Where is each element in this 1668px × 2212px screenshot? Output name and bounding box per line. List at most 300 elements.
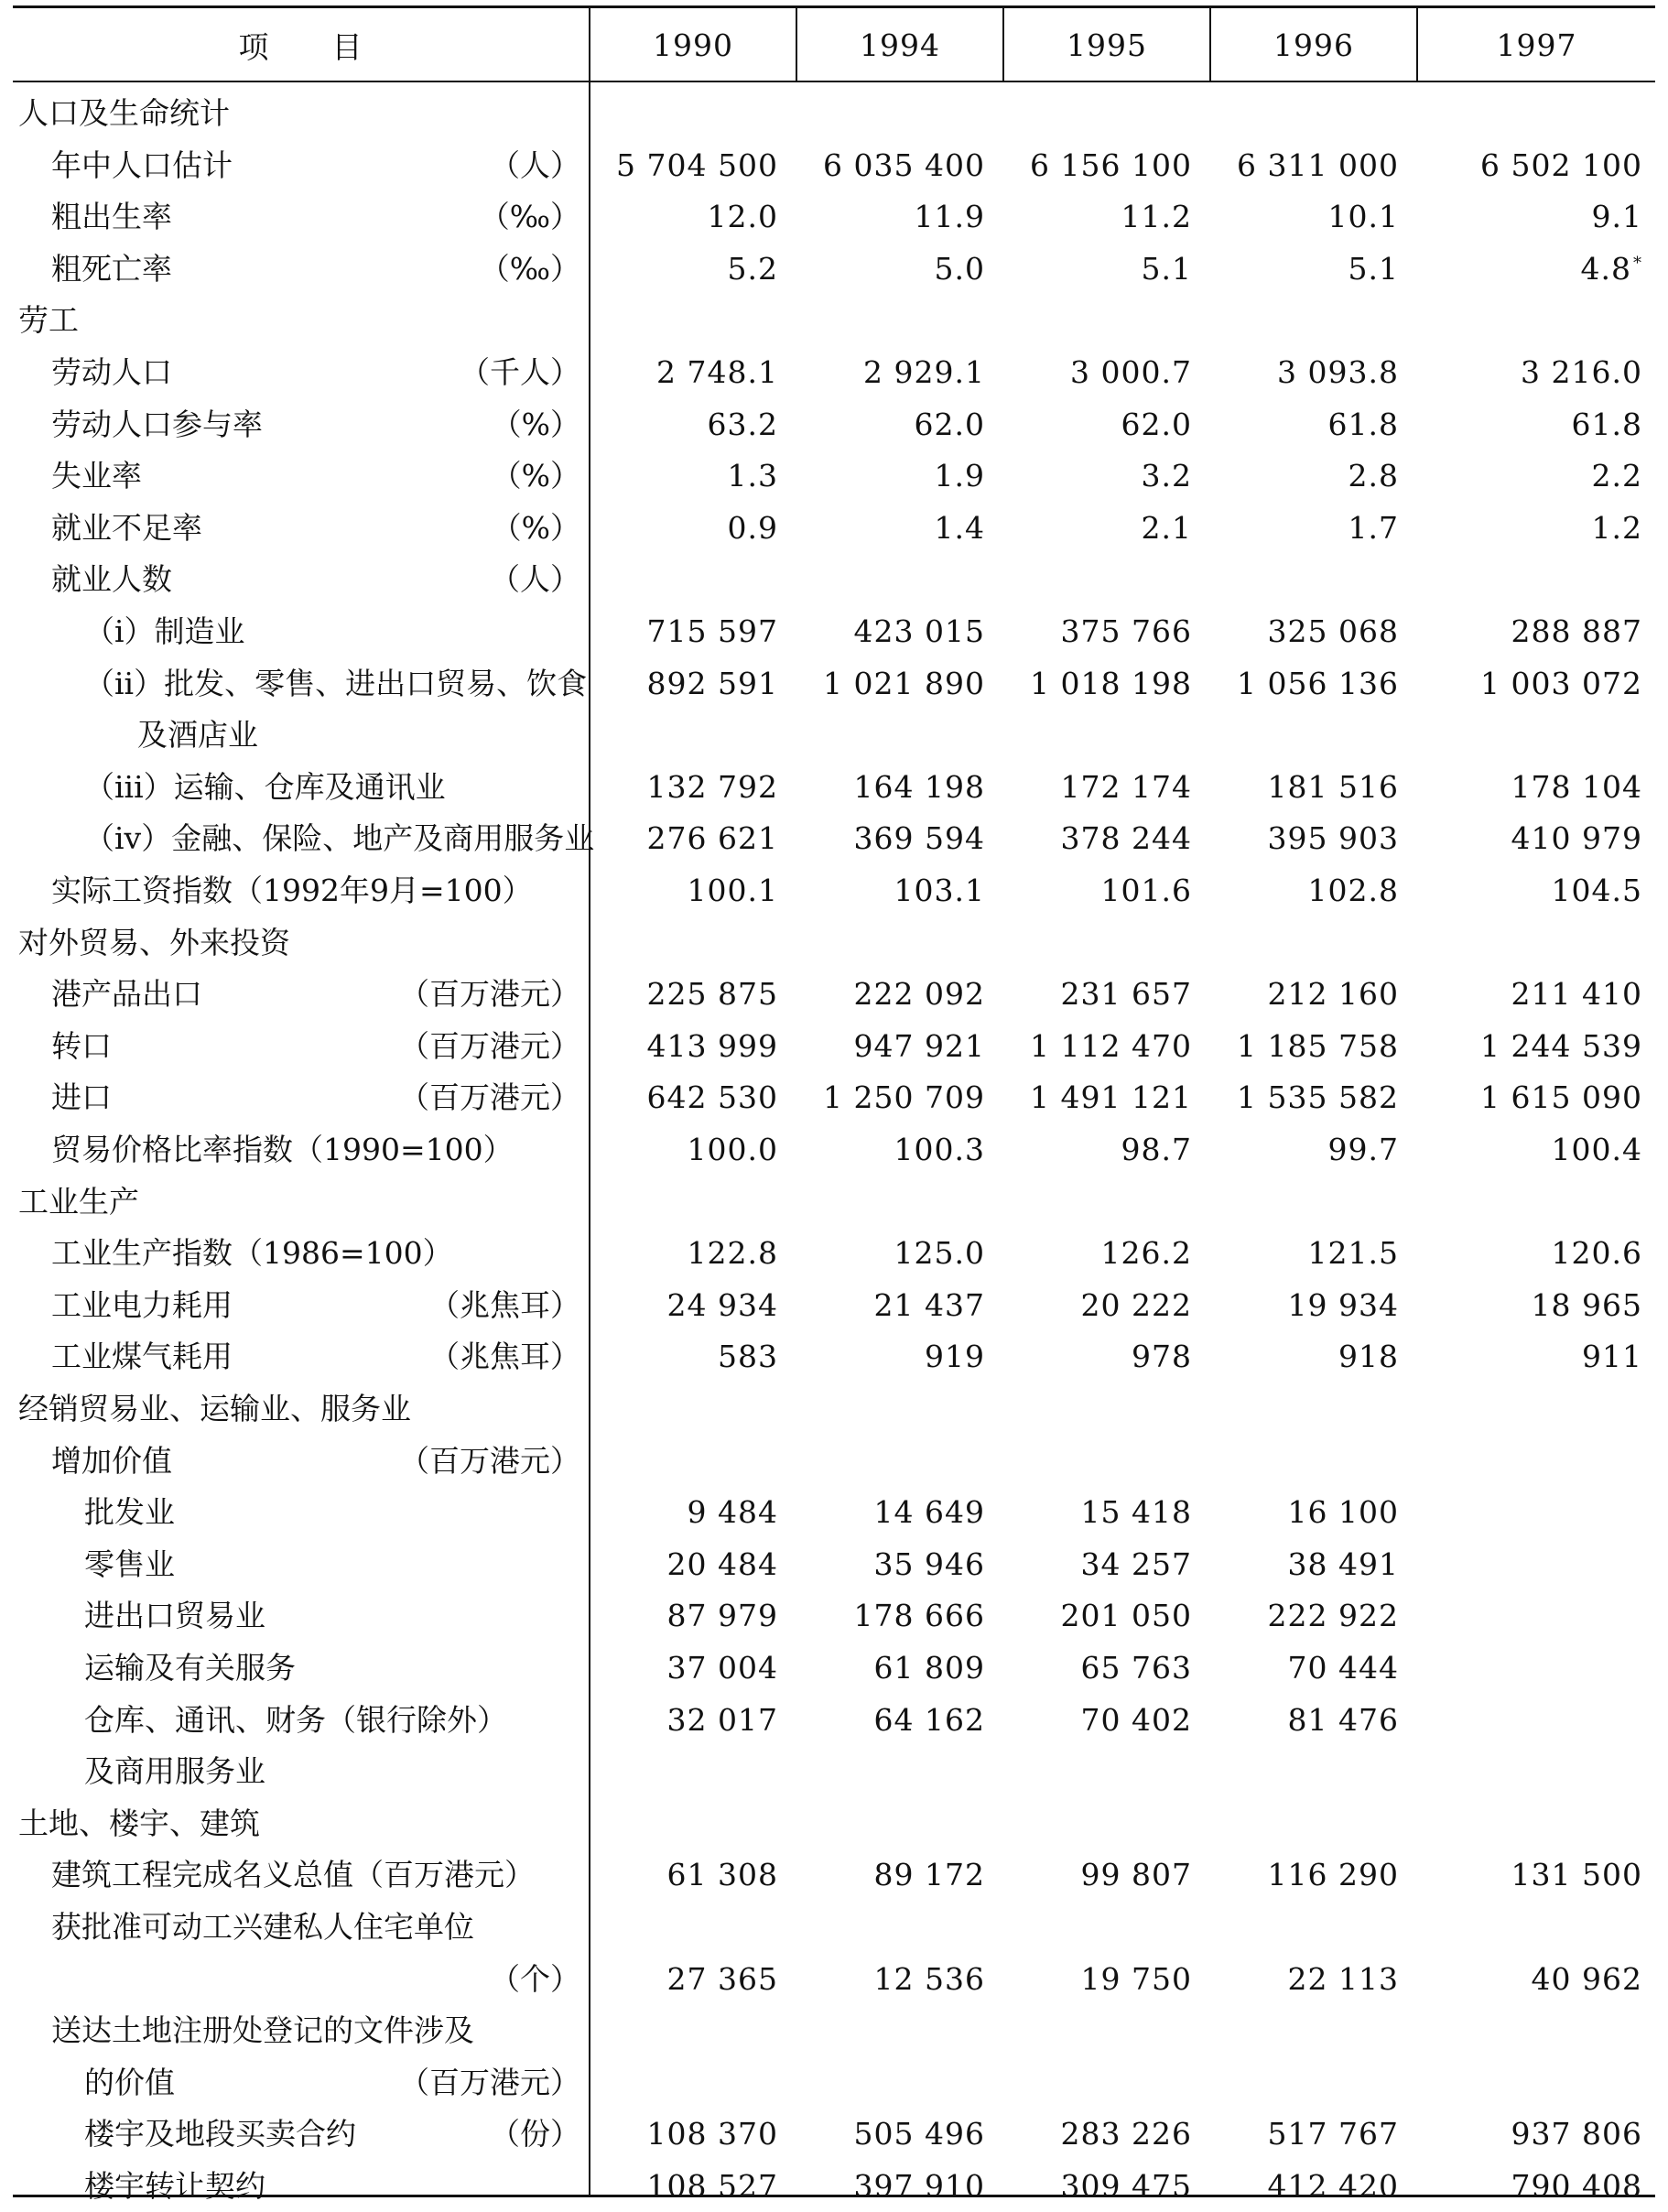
value-cell-1994 [802, 2109, 985, 2160]
table-row [13, 2161, 1655, 2212]
value-text: 99.7 [1327, 1132, 1399, 1167]
value-cell-1995 [1009, 658, 1192, 710]
value-text: 70 444 [1287, 1650, 1399, 1686]
row-label [13, 813, 595, 864]
value-cell-1996 [1216, 1280, 1399, 1331]
row-label-text: 劳动人口参与率 [51, 406, 263, 442]
value-cell-1994 [802, 347, 985, 398]
row-label [13, 399, 586, 450]
row-unit: （个） [490, 1960, 580, 1997]
value-cell-1995 [1009, 1798, 1192, 1849]
row-unit: （千人） [460, 354, 580, 390]
value-cell-1994 [802, 191, 985, 243]
value-cell-1996 [1216, 1590, 1399, 1642]
value-text: 1 535 582 [1237, 1079, 1399, 1116]
value-cell-1994 [802, 2005, 985, 2056]
row-label-text: 就业人数 [51, 561, 172, 598]
row-label [13, 1072, 586, 1123]
table-row [13, 1383, 1655, 1435]
value-cell-1997 [1423, 1383, 1642, 1435]
value-text: 16 100 [1287, 1494, 1399, 1531]
table-row [13, 1176, 1655, 1228]
value-cell-1990 [595, 1383, 778, 1435]
value-cell-1990 [595, 1021, 778, 1072]
value-cell-1996 [1216, 1331, 1399, 1382]
value-cell-1994 [802, 2057, 985, 2109]
value-text: 98.7 [1121, 1132, 1192, 1167]
value-text: 61.8 [1571, 406, 1642, 442]
value-text: 19 934 [1287, 1286, 1399, 1323]
value-text: 21 437 [873, 1286, 985, 1323]
value-text: 1.7 [1348, 509, 1399, 546]
value-cell-1990 [595, 503, 778, 554]
table-row [13, 1954, 1655, 2005]
value-cell-1995 [1009, 606, 1192, 657]
value-text: 1 021 890 [823, 665, 985, 701]
row-label [13, 1487, 586, 1538]
value-cell-1990 [595, 1798, 778, 1849]
table-row [13, 88, 1655, 139]
row-label-text: 批发业 [84, 1494, 175, 1531]
value-cell-1995 [1009, 1746, 1192, 1797]
table-row [13, 191, 1655, 243]
row-label-text: 粗死亡率 [51, 250, 172, 287]
row-label-text: 实际工资指数（1992年9月=100） [51, 873, 533, 908]
value-text: 22 113 [1287, 1960, 1399, 1997]
row-label [13, 2161, 586, 2212]
value-cell-1995 [1009, 762, 1192, 813]
value-text: 583 [718, 1339, 778, 1375]
value-cell-1996 [1216, 1746, 1399, 1797]
value-cell-1990 [595, 140, 778, 191]
value-cell-1995 [1009, 1331, 1192, 1382]
value-cell-1995 [1009, 2057, 1192, 2109]
value-cell-1997 [1423, 658, 1642, 710]
header-year-1994: 1994 [860, 27, 940, 63]
row-label-text: （ii）批发、零售、进出口贸易、饮食 [84, 665, 588, 701]
row-label-text: 工业煤气耗用 [51, 1339, 233, 1375]
value-cell-1994 [802, 88, 985, 139]
value-text: 423 015 [853, 613, 985, 649]
header-year-1996: 1996 [1273, 27, 1354, 63]
value-cell-1994 [802, 140, 985, 191]
value-cell-1994 [802, 399, 985, 450]
row-label-text: 进口 [51, 1079, 112, 1116]
value-cell-1995 [1009, 244, 1192, 295]
value-cell-1996 [1216, 606, 1399, 657]
value-cell-1997 [1423, 347, 1642, 398]
value-text: 2.8 [1348, 458, 1399, 494]
value-text: 3 093.8 [1277, 354, 1399, 390]
value-cell-1996 [1216, 140, 1399, 191]
table-row [13, 1436, 1655, 1487]
value-cell-1995 [1009, 191, 1192, 243]
row-label [13, 450, 586, 502]
row-label-text: 增加价值 [51, 1442, 172, 1479]
value-cell-1990 [595, 917, 778, 969]
value-cell-1995 [1009, 1487, 1192, 1538]
value-cell-1990 [595, 295, 778, 346]
value-cell-1996 [1216, 1176, 1399, 1228]
value-cell-1997 [1423, 1331, 1642, 1382]
row-label [13, 1228, 586, 1279]
value-cell-1990 [595, 2005, 778, 2056]
value-text: 5.0 [934, 250, 985, 287]
row-unit: （百万港元） [399, 1027, 580, 1064]
row-label-text: 粗出生率 [51, 199, 172, 235]
value-text: 12.0 [707, 199, 778, 235]
value-cell-1994 [802, 2161, 985, 2212]
value-text: 911 [1582, 1339, 1642, 1375]
table-row [13, 762, 1655, 813]
value-cell-1990 [595, 1487, 778, 1538]
value-text: 104.5 [1551, 873, 1642, 908]
value-cell-1994 [802, 244, 985, 295]
row-unit: （‰） [479, 199, 580, 235]
value-cell-1995 [1009, 1643, 1192, 1694]
table-row [13, 2109, 1655, 2160]
row-label-text: 港产品出口 [51, 976, 202, 1013]
value-cell-1997 [1423, 1590, 1642, 1642]
value-text: 1 018 198 [1030, 665, 1192, 701]
row-label [13, 1331, 586, 1382]
value-text: 375 766 [1060, 613, 1192, 649]
value-text: 37 004 [666, 1650, 778, 1686]
value-cell-1994 [802, 969, 985, 1020]
value-cell-1990 [595, 813, 778, 864]
value-text: 181 516 [1267, 768, 1399, 805]
value-cell-1996 [1216, 2109, 1399, 2160]
value-cell-1994 [802, 503, 985, 554]
value-text: 1 185 758 [1237, 1027, 1399, 1064]
value-cell-1994 [802, 865, 985, 916]
value-cell-1995 [1009, 1436, 1192, 1487]
value-cell-1997 [1423, 1798, 1642, 1849]
value-cell-1995 [1009, 503, 1192, 554]
value-cell-1995 [1009, 969, 1192, 1020]
value-cell-1997 [1423, 1695, 1642, 1746]
value-text: 1 491 121 [1030, 1079, 1192, 1116]
row-label [13, 295, 586, 346]
table-row [13, 1746, 1655, 1797]
value-cell-1997 [1423, 244, 1642, 295]
value-text: 100.4 [1551, 1132, 1642, 1167]
value-text: 309 475 [1060, 2168, 1192, 2204]
value-cell-1994 [802, 295, 985, 346]
table-row [13, 606, 1655, 657]
value-text: 5.1 [1348, 250, 1399, 287]
row-label [13, 1436, 586, 1487]
value-cell-1996 [1216, 1124, 1399, 1176]
value-text: 283 226 [1060, 2116, 1192, 2152]
value-text: 100.1 [687, 873, 778, 908]
value-cell-1995 [1009, 1280, 1192, 1331]
value-cell-1990 [595, 450, 778, 502]
value-text: 276 621 [646, 820, 778, 857]
value-text: 642 530 [646, 1079, 778, 1116]
value-cell-1990 [595, 1954, 778, 2005]
value-text: 6 311 000 [1237, 146, 1399, 183]
table-row [13, 917, 1655, 969]
value-text: 89 172 [873, 1857, 985, 1893]
value-cell-1997 [1423, 554, 1642, 605]
value-cell-1996 [1216, 1902, 1399, 1953]
value-cell-1996 [1216, 2161, 1399, 2212]
row-label [13, 1954, 586, 2005]
value-cell-1990 [595, 347, 778, 398]
row-unit: （%） [491, 509, 580, 546]
value-cell-1990 [595, 658, 778, 710]
value-cell-1994 [802, 1487, 985, 1538]
value-text: 27 365 [666, 1960, 778, 1997]
row-label-text: 运输及有关服务 [84, 1650, 296, 1686]
row-label-text: 送达土地注册处登记的文件涉及 [51, 2012, 474, 2049]
value-text: 11.9 [914, 199, 985, 235]
value-cell-1990 [595, 1590, 778, 1642]
table-row [13, 1539, 1655, 1590]
value-cell-1990 [595, 244, 778, 295]
value-text: 6 502 100 [1480, 146, 1642, 183]
value-text: 32 017 [666, 1701, 778, 1738]
row-label-text: 进出口贸易业 [84, 1598, 265, 1634]
value-cell-1995 [1009, 917, 1192, 969]
value-cell-1997 [1423, 140, 1642, 191]
table-row [13, 1487, 1655, 1538]
value-cell-1995 [1009, 399, 1192, 450]
table-row [13, 295, 1655, 346]
value-text: 1.4 [934, 509, 985, 546]
row-label [13, 658, 586, 710]
value-cell-1990 [595, 1643, 778, 1694]
row-label [13, 1124, 586, 1176]
table-row [13, 1124, 1655, 1176]
value-cell-1995 [1009, 865, 1192, 916]
value-cell-1990 [595, 2161, 778, 2212]
row-unit: （百万港元） [399, 2064, 580, 2100]
value-cell-1997 [1423, 1849, 1642, 1901]
value-text: 10.1 [1327, 199, 1399, 235]
value-text: 413 999 [646, 1027, 778, 1064]
table-row [13, 399, 1655, 450]
value-cell-1994 [802, 1331, 985, 1382]
table-row [13, 554, 1655, 605]
value-cell-1995 [1009, 1954, 1192, 2005]
value-text: 65 763 [1080, 1650, 1192, 1686]
value-cell-1994 [802, 1902, 985, 1953]
row-label [13, 1902, 586, 1953]
row-label [13, 1280, 586, 1331]
value-cell-1997 [1423, 1746, 1642, 1797]
value-cell-1997 [1423, 1176, 1642, 1228]
value-text: 978 [1132, 1339, 1192, 1375]
value-cell-1997 [1423, 1902, 1642, 1953]
value-cell-1996 [1216, 1643, 1399, 1694]
row-unit: （兆焦耳） [429, 1286, 580, 1323]
value-cell-1995 [1009, 1124, 1192, 1176]
value-text: 131 500 [1511, 1857, 1642, 1893]
value-text: 62.0 [1121, 406, 1192, 442]
value-text: 61 809 [873, 1650, 985, 1686]
value-text: 1.3 [727, 458, 778, 494]
value-text: 715 597 [646, 613, 778, 649]
value-cell-1990 [595, 1280, 778, 1331]
row-unit: （人） [490, 561, 580, 598]
value-cell-1994 [802, 1228, 985, 1279]
value-text: 2.1 [1141, 509, 1192, 546]
row-label-text: 工业生产指数（1986=100） [51, 1235, 453, 1272]
value-text: 100.0 [687, 1132, 778, 1167]
row-label [13, 347, 586, 398]
value-cell-1990 [595, 1072, 778, 1123]
value-text: 378 244 [1060, 820, 1192, 857]
value-cell-1995 [1009, 1383, 1192, 1435]
row-label [13, 2005, 586, 2056]
value-text: 172 174 [1060, 768, 1192, 805]
value-text: 6 156 100 [1030, 146, 1192, 183]
value-cell-1994 [802, 1798, 985, 1849]
value-text: 178 104 [1511, 768, 1642, 805]
value-cell-1994 [802, 1695, 985, 1746]
value-cell-1994 [802, 450, 985, 502]
value-text: 222 922 [1267, 1598, 1399, 1634]
value-text: 20 222 [1080, 1286, 1192, 1323]
value-cell-1995 [1009, 813, 1192, 864]
value-text: 892 591 [646, 665, 778, 701]
value-text: 9.1 [1591, 199, 1642, 235]
value-text: 62.0 [914, 406, 985, 442]
statistics-table [13, 5, 1655, 2204]
value-cell-1996 [1216, 503, 1399, 554]
row-label-text: 人口及生命统计 [18, 95, 230, 131]
table-row [13, 1331, 1655, 1382]
value-text: 517 767 [1267, 2116, 1399, 2152]
row-label [13, 1695, 586, 1746]
value-cell-1996 [1216, 813, 1399, 864]
value-cell-1996 [1216, 2005, 1399, 2056]
row-unit: （百万港元） [399, 976, 580, 1013]
row-unit: （兆焦耳） [429, 1339, 580, 1375]
value-text: 222 092 [853, 976, 985, 1013]
value-cell-1990 [595, 1746, 778, 1797]
value-cell-1996 [1216, 1849, 1399, 1901]
value-cell-1997 [1423, 399, 1642, 450]
value-text: 64 162 [873, 1701, 985, 1738]
value-cell-1990 [595, 1124, 778, 1176]
value-text: 38 491 [1287, 1545, 1399, 1582]
value-text: 61.8 [1327, 406, 1399, 442]
value-cell-1997 [1423, 450, 1642, 502]
value-cell-1997 [1423, 1280, 1642, 1331]
value-text: 61 308 [666, 1857, 778, 1893]
table-row [13, 450, 1655, 502]
value-text: 225 875 [646, 976, 778, 1013]
value-cell-1996 [1216, 399, 1399, 450]
row-label-text: 失业率 [51, 458, 142, 494]
row-label-text: 工业生产 [18, 1183, 139, 1220]
value-cell-1997 [1423, 1021, 1642, 1072]
row-label [13, 969, 586, 1020]
table-top-rule [13, 5, 1655, 8]
value-text: 1 615 090 [1480, 1079, 1642, 1116]
value-cell-1997 [1423, 88, 1642, 139]
value-cell-1996 [1216, 1228, 1399, 1279]
value-text: 211 410 [1511, 976, 1642, 1013]
table-row [13, 2005, 1655, 2056]
value-text: 1 056 136 [1237, 665, 1399, 701]
value-text: 11.2 [1121, 199, 1192, 235]
table-row [13, 658, 1655, 710]
value-cell-1997 [1423, 191, 1642, 243]
value-cell-1994 [802, 1436, 985, 1487]
row-label-text: （i）制造业 [84, 613, 245, 649]
row-label-text: 零售业 [84, 1545, 175, 1582]
value-cell-1996 [1216, 1487, 1399, 1538]
value-cell-1990 [595, 399, 778, 450]
table-row [13, 710, 1655, 761]
value-cell-1997 [1423, 1228, 1642, 1279]
row-label [13, 606, 586, 657]
value-cell-1996 [1216, 969, 1399, 1020]
value-cell-1994 [802, 554, 985, 605]
value-text: 918 [1338, 1339, 1399, 1375]
value-cell-1994 [802, 762, 985, 813]
row-label [13, 191, 586, 243]
value-cell-1994 [802, 710, 985, 761]
row-label [13, 88, 586, 139]
value-text: 81 476 [1287, 1701, 1399, 1738]
value-cell-1995 [1009, 554, 1192, 605]
value-cell-1996 [1216, 762, 1399, 813]
value-text: 3 216.0 [1521, 354, 1642, 390]
value-cell-1994 [802, 1383, 985, 1435]
value-cell-1996 [1216, 865, 1399, 916]
row-label [13, 917, 586, 969]
value-cell-1994 [802, 917, 985, 969]
value-text: 108 370 [646, 2116, 778, 2152]
value-cell-1996 [1216, 244, 1399, 295]
value-text: 178 666 [853, 1598, 985, 1634]
header-year-1990: 1990 [653, 27, 733, 63]
value-cell-1996 [1216, 1539, 1399, 1590]
value-cell-1997 [1423, 1124, 1642, 1176]
value-cell-1994 [802, 1643, 985, 1694]
row-label-text: 及商用服务业 [84, 1753, 265, 1790]
value-cell-1997 [1423, 865, 1642, 916]
value-cell-1997 [1423, 503, 1642, 554]
table-row [13, 1228, 1655, 1279]
row-label-text: 的价值 [84, 2064, 175, 2100]
value-cell-1996 [1216, 1695, 1399, 1746]
row-label-text: 仓库、通讯、财务（银行除外） [84, 1701, 507, 1738]
table-row [13, 347, 1655, 398]
row-label-text: （iii）运输、仓库及通讯业 [84, 768, 446, 805]
value-cell-1994 [802, 1021, 985, 1072]
value-cell-1995 [1009, 1590, 1192, 1642]
row-label [13, 1021, 586, 1072]
value-cell-1996 [1216, 450, 1399, 502]
value-text: 790 408 [1511, 2168, 1642, 2204]
value-text: 34 257 [1080, 1545, 1192, 1582]
value-text: 1 250 709 [823, 1079, 985, 1116]
value-text: 100.3 [894, 1132, 985, 1167]
value-cell-1997 [1423, 917, 1642, 969]
row-label-text: 及酒店业 [137, 717, 258, 754]
value-text: 505 496 [853, 2116, 985, 2152]
value-text: 369 594 [853, 820, 985, 857]
value-cell-1995 [1009, 2005, 1192, 2056]
value-cell-1997 [1423, 762, 1642, 813]
value-cell-1995 [1009, 1072, 1192, 1123]
